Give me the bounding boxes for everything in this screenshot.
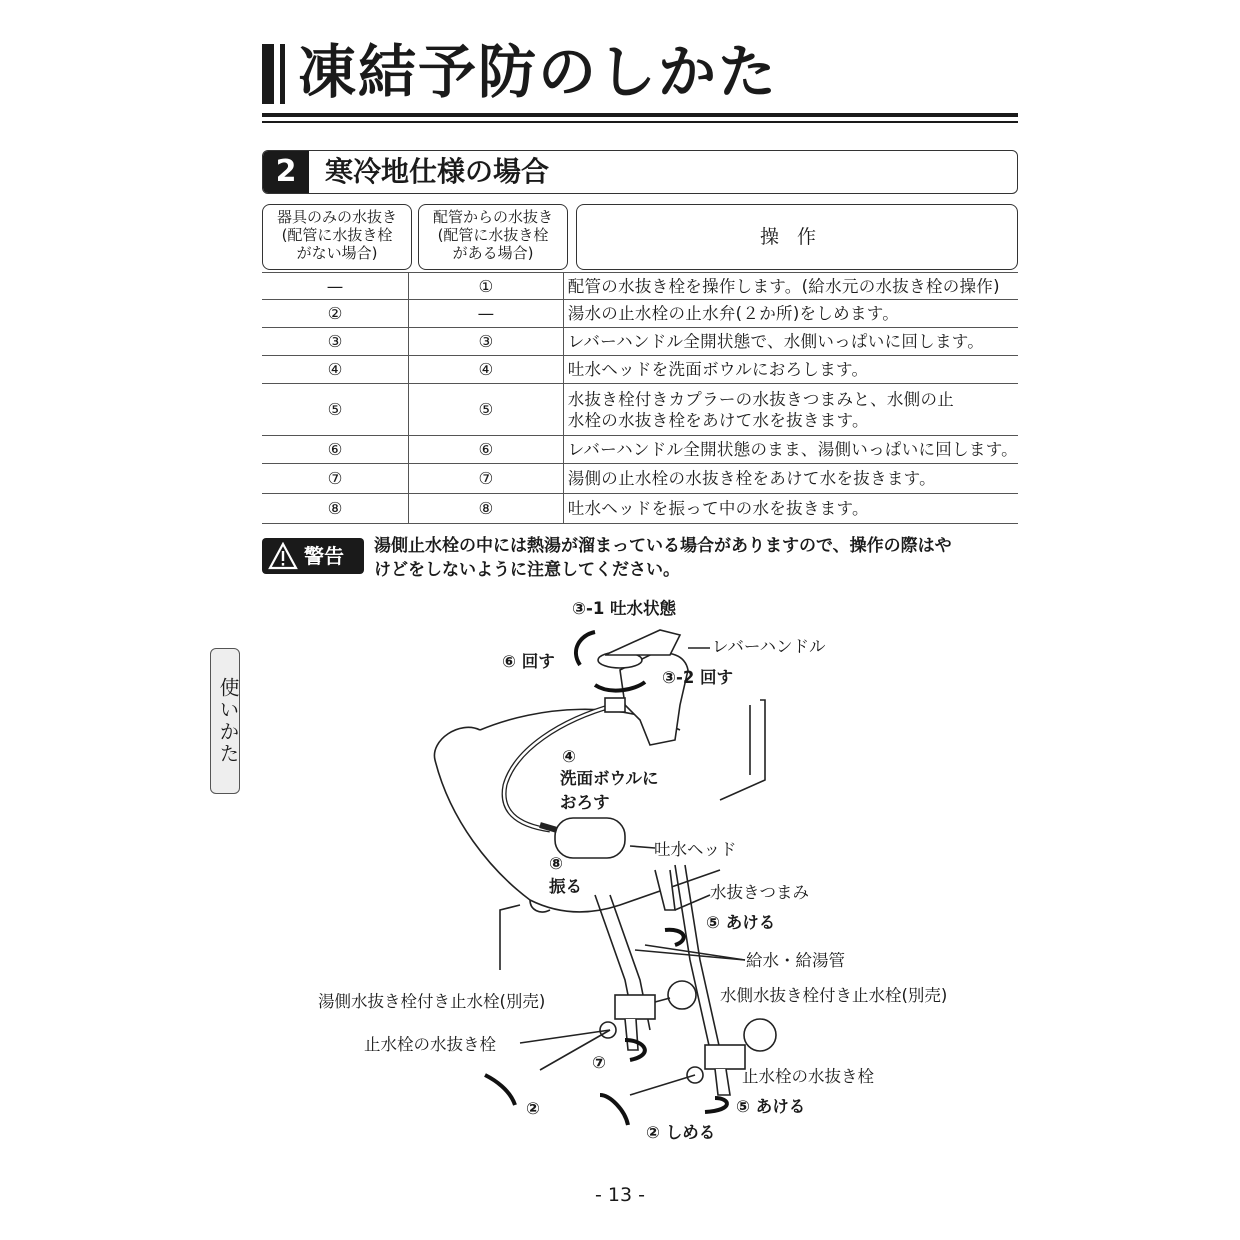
table-row xyxy=(262,494,1018,524)
label-turn-6: ⑥ 回す xyxy=(502,652,555,671)
cell-piping: ① xyxy=(409,273,564,300)
header-line: 配管からの水抜き xyxy=(432,208,553,226)
header-line: がない場合) xyxy=(296,244,378,262)
cell-piping: ⑧ xyxy=(409,494,564,524)
header-line: がある場合) xyxy=(452,244,534,262)
label-lower: おろす xyxy=(560,793,610,812)
label-drain-knob: 水抜きつまみ xyxy=(710,883,809,902)
operation-table xyxy=(262,272,1018,524)
table-row xyxy=(262,356,1018,384)
warning-line: 湯側止水栓の中には熱湯が溜まっている場合がありますので、操作の際はや xyxy=(374,536,952,556)
table-row xyxy=(262,300,1018,328)
cell-operation: レバーハンドル全開状態のまま、湯側いっぱいに回します。 xyxy=(563,436,1018,464)
cell-piping: ⑤ xyxy=(409,384,564,436)
cell-fixture: ④ xyxy=(262,356,409,384)
operation-line: 水栓の水抜き栓をあけて水を抜きます。 xyxy=(567,410,869,430)
cell-fixture: ③ xyxy=(262,328,409,356)
cell-piping: ⑦ xyxy=(409,464,564,494)
label-open-5-bottom: ⑤ あける xyxy=(736,1097,806,1116)
warning-text xyxy=(374,534,952,582)
label-spout-state: ③-1 吐水状態 xyxy=(572,599,677,618)
cell-operation: レバーハンドル全開状態で、水側いっぱいに回します。 xyxy=(563,328,1018,356)
label-drain-plug-right: 止水栓の水抜き栓 xyxy=(742,1067,874,1086)
table-header-operation: 操作 xyxy=(576,204,1018,270)
label-step-7: ⑦ xyxy=(592,1053,606,1072)
title-rule-thin xyxy=(262,121,1018,123)
cell-operation: 湯水の止水栓の止水弁(２か所)をしめます。 xyxy=(563,300,1018,328)
cell-fixture: ⑧ xyxy=(262,494,409,524)
operation-line: 水抜き栓付きカプラーの水抜きつまみと、水側の止 xyxy=(567,389,955,409)
cell-operation: 配管の水抜き栓を操作します。(給水元の水抜き栓の操作) xyxy=(563,273,1018,300)
page-title: 凍結予防のしかた xyxy=(298,38,779,106)
table-row xyxy=(262,273,1018,300)
label-turn-3: ③-2 回す xyxy=(662,668,734,687)
table-header-fixture-only xyxy=(262,204,412,270)
title-rule xyxy=(262,113,1018,117)
header-line: (配管に水抜き栓 xyxy=(281,226,393,244)
cell-operation xyxy=(563,384,1018,436)
warning-label: 警告 xyxy=(304,544,344,568)
title-accent-bar-thin xyxy=(280,44,285,104)
page-number: - 13 - xyxy=(595,1184,645,1206)
section-number: 2 xyxy=(263,151,309,193)
label-spout-head: 吐水ヘッド xyxy=(654,840,737,859)
cell-fixture: ② xyxy=(262,300,409,328)
cell-fixture: ⑦ xyxy=(262,464,409,494)
label-lever-handle: レバーハンドル xyxy=(712,637,826,656)
table-header-from-piping xyxy=(418,204,568,270)
header-line: 器具のみの水抜き xyxy=(276,208,397,226)
label-lower-to-bowl: 洗面ボウルに xyxy=(560,769,659,788)
label-shake: 振る xyxy=(549,877,582,896)
cell-fixture: — xyxy=(262,273,409,300)
label-supply-pipe: 給水・給湯管 xyxy=(746,951,845,970)
label-drain-plug-left: 止水栓の水抜き栓 xyxy=(364,1035,496,1054)
cell-operation: 吐水ヘッドを振って中の水を抜きます。 xyxy=(563,494,1018,524)
cell-piping: ④ xyxy=(409,356,564,384)
label-open-5: ⑤ あける xyxy=(706,913,776,932)
table-row xyxy=(262,436,1018,464)
label-close-2: ② しめる xyxy=(646,1123,716,1142)
table-row xyxy=(262,384,1018,436)
warning-triangle-icon xyxy=(268,542,298,570)
header-line: (配管に水抜き栓 xyxy=(437,226,549,244)
cell-fixture: ⑥ xyxy=(262,436,409,464)
cell-fixture: ⑤ xyxy=(262,384,409,436)
cell-operation: 湯側の止水栓の水抜き栓をあけて水を抜きます。 xyxy=(563,464,1018,494)
section-title: 寒冷地仕様の場合 xyxy=(325,155,550,188)
warning-line: けどをしないように注意してください。 xyxy=(374,560,680,580)
table-row xyxy=(262,464,1018,494)
cell-piping: ⑥ xyxy=(409,436,564,464)
label-cold-valve: 水側水抜き栓付き止水栓(別売) xyxy=(720,986,948,1005)
cell-piping: — xyxy=(409,300,564,328)
table-row xyxy=(262,328,1018,356)
title-accent-bar xyxy=(262,44,274,104)
cell-operation: 吐水ヘッドを洗面ボウルにおろします。 xyxy=(563,356,1018,384)
side-tab-label: 使いかた xyxy=(216,677,240,765)
label-step-4: ④ xyxy=(562,747,576,766)
label-step-2-left: ② xyxy=(526,1099,540,1118)
warning-badge xyxy=(262,538,364,574)
label-hot-valve: 湯側水抜き栓付き止水栓(別売) xyxy=(318,992,546,1011)
label-step-8: ⑧ xyxy=(549,854,563,873)
side-tab-usage[interactable] xyxy=(210,648,240,794)
cell-piping: ③ xyxy=(409,328,564,356)
